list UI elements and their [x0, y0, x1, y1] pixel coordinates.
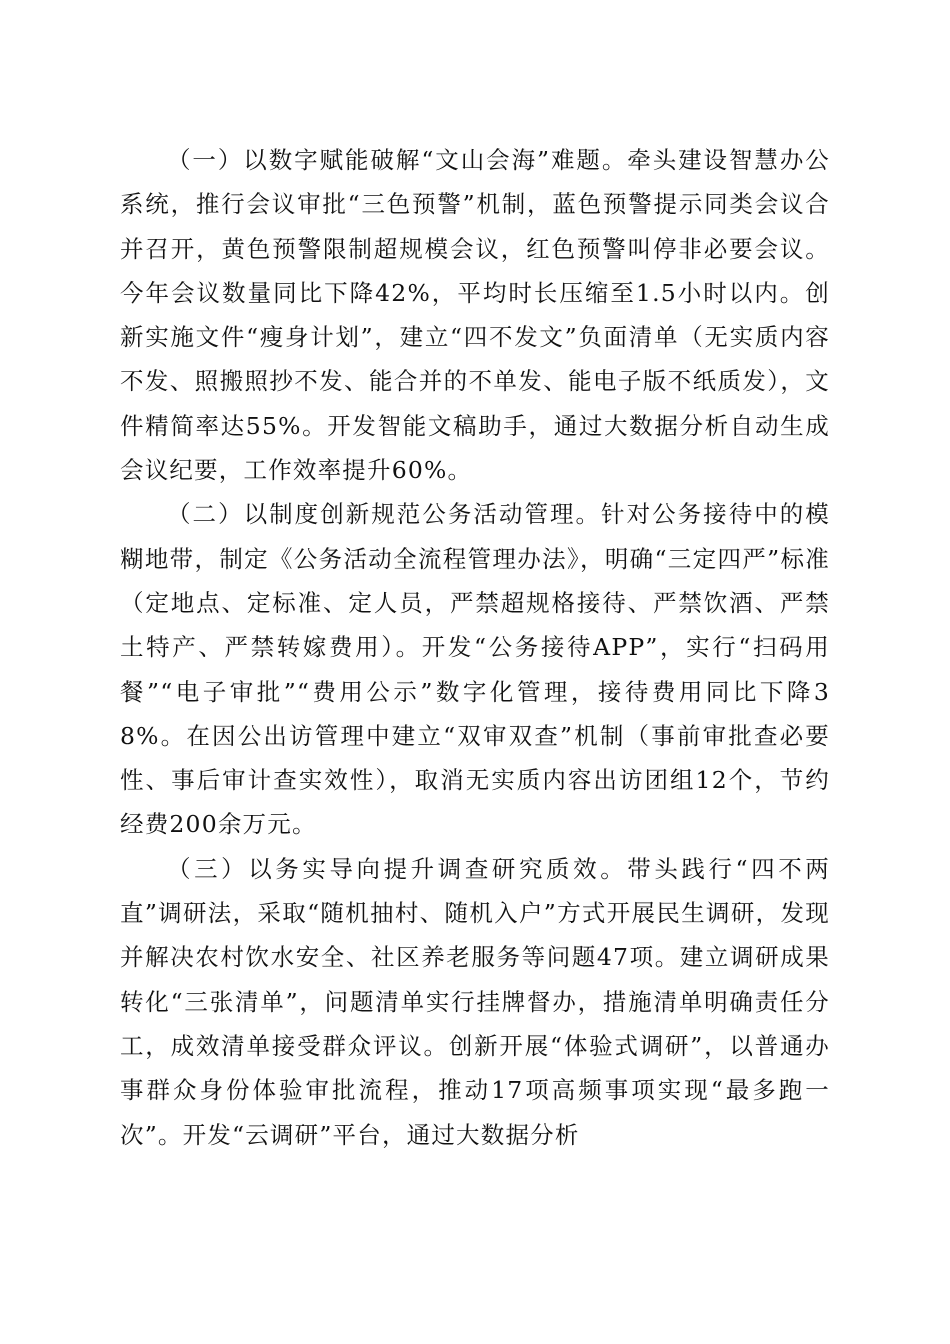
paragraph-official-activities: （二）以制度创新规范公务活动管理。针对公务接待中的模糊地带，制定《公务活动全流程管理办法》，明确“三定四严”标准（定地点、定标准、定人员，严禁超规格接待、严禁饮酒、严禁土特产、严禁转嫁费用）。开发“公务接待APP”，实行“扫码用餐”“电子审批”“费用公示”数字化管理，接待费用同比下降38%。在因公出访管理中建立“双审双查”机制（事前审批查必要性、事后审计查实效性），取消无实质内容出访团组12个，节约经费200余万元。 [120, 500, 830, 839]
paragraph-research-quality: （三）以务实导向提升调查研究质效。带头践行“四不两直”调研法，采取“随机抽村、随机入户”方式开展民生调研，发现并解决农村饮水安全、社区养老服务等问题47项。建立调研成果转化“三张清单”，问题清单实行挂牌督办，措施清单明确责任分工，成效清单接受群众评议。创新开展“体验式调研”，以普通办事群众身份体验审批流程，推动17项高频事项实现“最多跑一次”。开发“云调研”平台，通过大数据分析 [120, 854, 830, 1149]
document-body [120, 138, 830, 1157]
paragraph-meeting-reform: （一）以数字赋能破解“文山会海”难题。牵头建设智慧办公系统，推行会议审批“三色预警”机制，蓝色预警提示同类会议合并召开，黄色预警限制超规模会议，红色预警叫停非必要会议。今年会议数量同比下降42%，平均时长压缩至1.5小时以内。创新实施文件“瘦身计划”，建立“四不发文”负面清单（无实质内容不发、照搬照抄不发、能合并的不单发、能电子版不纸质发），文件精简率达55%。开发智能文稿助手，通过大数据分析自动生成会议纪要，工作效率提升60%。 [120, 146, 830, 485]
